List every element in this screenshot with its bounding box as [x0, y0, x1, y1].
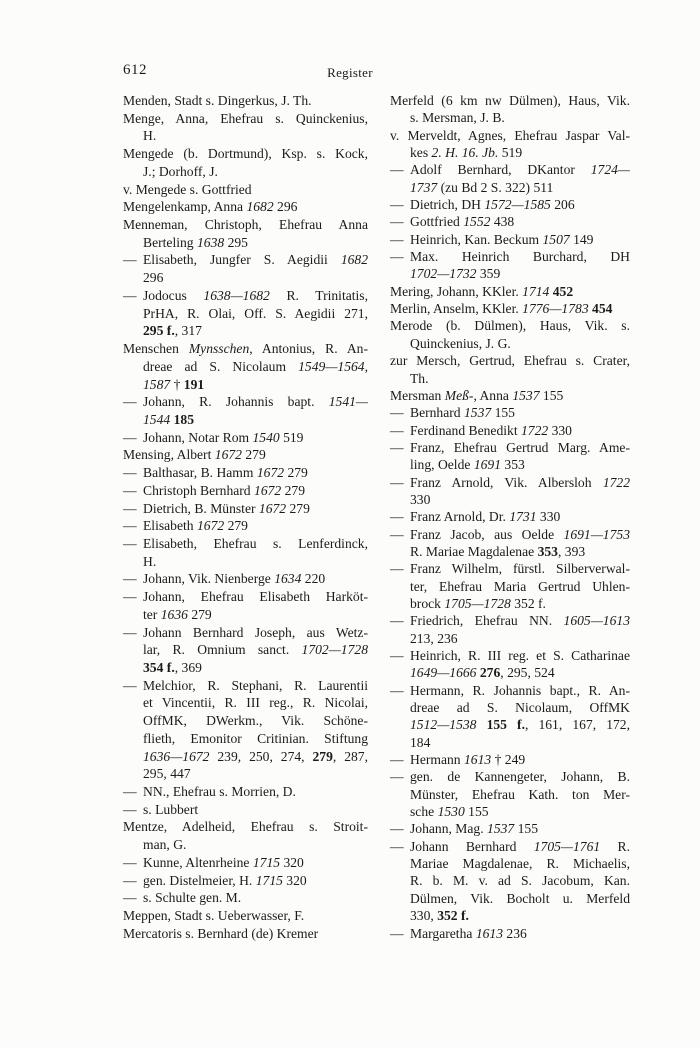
- index-line: Mentze, Adelheid, Ehefrau s. Stroit-: [123, 819, 368, 835]
- index-line: — Heinrich, R. III reg. et S. Catharinae: [390, 648, 630, 663]
- dash-marker: —: [123, 677, 137, 693]
- dash-marker: —: [390, 648, 404, 663]
- index-line: 295, 447: [143, 766, 191, 782]
- index-line: ling, Oelde 1691 353: [410, 457, 525, 473]
- index-line: Meppen, Stadt s. Ueberwasser, F.: [123, 908, 305, 924]
- dash-marker: —: [123, 571, 137, 587]
- dash-marker: —: [390, 561, 404, 577]
- index-line: Quinckenius, J. G.: [410, 335, 511, 351]
- index-line: — Franz Arnold, Dr. 1731 330: [390, 509, 561, 525]
- dash-marker: —: [390, 439, 404, 455]
- index-line: 1636—1672 239, 250, 274, 279, 287,: [143, 748, 368, 764]
- index-line: — Max. Heinrich Burchard, DH: [390, 249, 630, 265]
- index-line: — Johann Bernhard Joseph, aus Wetz-: [123, 624, 368, 640]
- dash-marker: —: [390, 752, 404, 768]
- dash-marker: —: [390, 249, 404, 265]
- dash-marker: —: [390, 474, 404, 490]
- dash-marker: —: [123, 589, 137, 605]
- dash-marker: —: [390, 509, 404, 525]
- index-line: 184: [410, 734, 431, 750]
- index-line: — Johann Bernhard 1705—1761 R.: [390, 838, 630, 854]
- page-number: 612: [123, 62, 147, 78]
- dash-marker: —: [123, 784, 137, 800]
- index-line: lar, R. Omnium sanct. 1702—1728: [143, 642, 368, 658]
- index-line: OffMK, DWerkm., Vik. Schöne-: [143, 713, 368, 729]
- index-line: — Adolf Bernhard, DKantor 1724—: [390, 162, 630, 178]
- index-line: 1512—1538 155 f., 161, 167, 172,: [410, 717, 630, 733]
- index-line: — Margaretha 1613 236: [390, 925, 527, 941]
- index-line: Dülmen, Vik. Bocholt u. Merfeld: [410, 890, 630, 906]
- index-line: — Balthasar, B. Hamm 1672 279: [123, 465, 308, 481]
- index-line: H.: [143, 553, 157, 569]
- dash-marker: —: [390, 769, 404, 785]
- index-line: zur Mersch, Gertrud, Ehefrau s. Crater,: [390, 353, 630, 369]
- index-column-right: [390, 92, 630, 943]
- index-line: Mengede (b. Dortmund), Ksp. s. Kock,: [123, 146, 368, 162]
- index-line: Menden, Stadt s. Dingerkus, J. Th.: [123, 93, 312, 108]
- index-line: — Johann, R. Johannis bapt. 1541—: [123, 394, 368, 410]
- index-line: — Hermann, R. Johannis bapt., R. An-: [390, 682, 630, 698]
- dash-marker: —: [390, 231, 404, 247]
- dash-marker: —: [123, 500, 137, 516]
- dash-marker: —: [123, 624, 137, 640]
- index-line: — Franz Jacob, aus Oelde 1691—1753: [390, 526, 630, 542]
- index-line: ter, Ehefrau Maria Gertrud Uhlen-: [410, 578, 630, 594]
- index-line: 1544 185: [143, 411, 194, 427]
- dash-marker: —: [390, 613, 404, 629]
- index-line: Mersman Meß-, Anna 1537 155: [390, 387, 564, 403]
- dash-marker: —: [123, 287, 137, 303]
- index-line: — Johann, Notar Rom 1540 519: [123, 429, 304, 445]
- index-line: 296: [143, 270, 164, 286]
- index-line: — Dietrich, DH 1572—1585 206: [390, 197, 575, 213]
- index-line: — Kunne, Altenrheine 1715 320: [123, 854, 304, 870]
- index-line: R. b. M. v. ad S. Jacobum, Kan.: [410, 873, 630, 889]
- dash-marker: —: [123, 518, 137, 534]
- index-line: R. Mariae Magdalenae 353, 393: [410, 543, 586, 559]
- index-line: H.: [143, 128, 157, 144]
- index-line: Berteling 1638 295: [143, 234, 248, 250]
- index-line: 1587 † 191: [143, 376, 205, 392]
- index-line: — Elisabeth, Jungfer S. Aegidii 1682: [123, 252, 368, 268]
- index-line: sche 1530 155: [410, 804, 489, 820]
- index-line: Merlin, Anselm, KKler. 1776—1783 454: [390, 301, 613, 317]
- index-line: — Johann, Ehefrau Elisabeth Harköt-: [123, 589, 368, 605]
- index-line: — Elisabeth, Ehefrau s. Lenferdinck,: [123, 535, 368, 551]
- dash-marker: —: [123, 535, 137, 551]
- index-line: — Jodocus 1638—1682 R. Trinitatis,: [123, 287, 368, 303]
- index-line: — s. Lubbert: [123, 801, 199, 817]
- index-line: — Bernhard 1537 155: [390, 405, 515, 421]
- index-line: — NN., Ehefrau s. Morrien, D.: [123, 784, 296, 800]
- index-line: kes 2. H. 16. Jb. 519: [410, 145, 523, 161]
- index-line: 1737 (zu Bd 2 S. 322) 511: [410, 179, 554, 195]
- running-head: Register: [327, 65, 373, 80]
- dash-marker: —: [390, 214, 404, 230]
- index-line: ter 1636 279: [143, 606, 212, 622]
- index-line: — Hermann 1613 † 249: [390, 752, 526, 768]
- index-line: v. Merveldt, Agnes, Ehefrau Jaspar Val-: [390, 127, 630, 143]
- index-line: 295 f., 317: [143, 323, 202, 339]
- dash-marker: —: [390, 682, 404, 698]
- index-line: — Melchior, R. Stephani, R. Laurentii: [123, 677, 368, 693]
- index-line: — Franz, Ehefrau Gertrud Marg. Ame-: [390, 439, 630, 455]
- dash-marker: —: [123, 801, 137, 817]
- index-line: — Dietrich, B. Münster 1672 279: [123, 500, 310, 516]
- index-line: Merode (b. Dülmen), Haus, Vik. s.: [390, 318, 630, 334]
- index-line: 354 f., 369: [143, 660, 202, 675]
- index-line: flieth, Emonitor Critinian. Stiftung: [143, 730, 368, 746]
- dash-marker: —: [390, 838, 404, 854]
- index-line: — s. Schulte gen. M.: [123, 890, 242, 906]
- index-line: — Gottfried 1552 438: [390, 214, 515, 230]
- index-line: — Heinrich, Kan. Beckum 1507 149: [390, 231, 594, 247]
- index-line: — Franz Arnold, Vik. Albersloh 1722: [390, 474, 630, 490]
- index-line: PrHA, R. Olai, Off. S. Aegidii 271,: [143, 305, 368, 321]
- index-line: 1649—1666 276, 295, 524: [410, 665, 555, 681]
- index-line: 213, 236: [410, 630, 458, 646]
- index-line: man, G.: [143, 837, 187, 853]
- index-column-left: [123, 92, 368, 943]
- index-line: 330, 352 f.: [410, 908, 469, 924]
- index-line: Mengelenkamp, Anna 1682 296: [123, 199, 298, 215]
- index-line: 1702—1732 359: [410, 266, 501, 282]
- index-line: Menschen Mynsschen, Antonius, R. An-: [123, 341, 368, 357]
- index-line: s. Mersman, J. B.: [410, 110, 505, 126]
- index-line: Menge, Anna, Ehefrau s. Quinckenius,: [123, 110, 368, 126]
- index-line: — Friedrich, Ehefrau NN. 1605—1613: [390, 613, 630, 629]
- dash-marker: —: [390, 526, 404, 542]
- index-line: Merfeld (6 km nw Dülmen), Haus, Vik.: [390, 93, 630, 108]
- dash-marker: —: [390, 422, 404, 438]
- index-line: — Johann, Vik. Nienberge 1634 220: [123, 571, 326, 587]
- index-line: — Elisabeth 1672 279: [123, 518, 248, 534]
- dash-marker: —: [123, 252, 137, 268]
- dash-marker: —: [390, 405, 404, 421]
- index-line: et Vincentii, R. III reg., R. Nicolai,: [143, 695, 368, 711]
- index-line: Mariae Magdalenae, R. Michaelis,: [410, 856, 630, 872]
- index-line: — Christoph Bernhard 1672 279: [123, 482, 305, 498]
- dash-marker: —: [123, 854, 137, 870]
- dash-marker: —: [123, 429, 137, 445]
- index-line: J.; Dorhoff, J.: [143, 163, 218, 179]
- dash-marker: —: [123, 465, 137, 481]
- dash-marker: —: [123, 890, 137, 906]
- dash-marker: —: [390, 197, 404, 213]
- index-line: Th.: [410, 370, 429, 386]
- index-line: v. Mengede s. Gottfried: [123, 181, 252, 197]
- index-line: Menneman, Christoph, Ehefrau Anna: [123, 217, 368, 233]
- index-line: — Ferdinand Benedikt 1722 330: [390, 422, 572, 438]
- index-line: — Johann, Mag. 1537 155: [390, 821, 539, 837]
- index-line: Mering, Johann, KKler. 1714 452: [390, 283, 574, 299]
- index-line: dreae ad S. Nicolaum, OffMK: [410, 700, 630, 716]
- index-line: dreae ad S. Nicolaum 1549—1564,: [143, 358, 368, 374]
- dash-marker: —: [123, 394, 137, 410]
- index-line: Mensing, Albert 1672 279: [123, 447, 266, 463]
- dash-marker: —: [123, 872, 137, 888]
- index-line: — Franz Wilhelm, fürstl. Silberverwal-: [390, 561, 630, 577]
- register-columns: [123, 92, 630, 943]
- index-line: — gen. de Kannengeter, Johann, B.: [390, 769, 630, 785]
- dash-marker: —: [123, 482, 137, 498]
- dash-marker: —: [390, 925, 404, 941]
- index-line: brock 1705—1728 352 f.: [410, 595, 546, 611]
- index-line: Münster, Ehefrau Kath. ton Mer-: [410, 786, 630, 802]
- index-line: Mercatoris s. Bernhard (de) Kremer: [123, 925, 319, 941]
- dash-marker: —: [390, 821, 404, 837]
- dash-marker: —: [390, 162, 404, 178]
- index-line: 330: [410, 491, 431, 507]
- index-line: — gen. Distelmeier, H. 1715 320: [123, 872, 307, 888]
